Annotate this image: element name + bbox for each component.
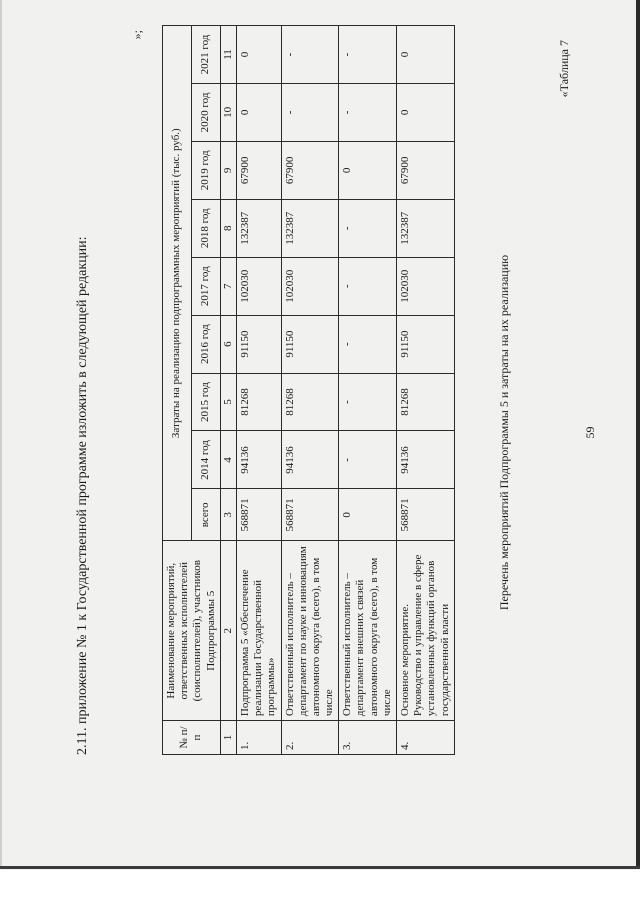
row-value: 132387 <box>281 199 339 257</box>
table-row <box>281 26 339 755</box>
row-value: - <box>339 257 397 315</box>
index-cell: 4 <box>220 431 236 489</box>
row-value: 132387 <box>236 199 281 257</box>
row-value: 102030 <box>281 257 339 315</box>
index-cell: 5 <box>220 373 236 431</box>
row-value: 94136 <box>281 431 339 489</box>
header-year: 2019 год <box>191 141 220 199</box>
row-value: - <box>339 431 397 489</box>
scan-bottom-edge <box>0 866 640 869</box>
row-value: 67900 <box>236 141 281 199</box>
row-name: Ответственный исполнитель – департамент внешних связей автономного округа (всего), в том числе <box>339 541 397 721</box>
row-number: 1. <box>236 721 281 755</box>
index-cell: 7 <box>220 257 236 315</box>
index-cell: 3 <box>220 489 236 541</box>
amendment-text: 2.11. приложение № 1 к Государственной программе изложить в следующей редакции: <box>75 236 90 755</box>
row-value: 0 <box>397 83 455 141</box>
row-number: 3. <box>339 721 397 755</box>
index-cell: 1 <box>220 721 236 755</box>
index-cell: 6 <box>220 315 236 373</box>
row-value: 91150 <box>397 315 455 373</box>
index-cell: 2 <box>220 541 236 721</box>
header-year: 2016 год <box>191 315 220 373</box>
column-index-row <box>220 26 236 755</box>
row-value: 81268 <box>236 373 281 431</box>
row-value: 94136 <box>236 431 281 489</box>
row-value: 0 <box>339 141 397 199</box>
scan-right-edge <box>636 0 640 866</box>
index-cell: 11 <box>220 26 236 84</box>
table-row <box>236 26 281 755</box>
rotated-document-page <box>35 0 635 865</box>
row-value: 132387 <box>397 199 455 257</box>
table-row <box>339 26 397 755</box>
row-value: - <box>281 26 339 84</box>
row-value: 102030 <box>236 257 281 315</box>
row-value: - <box>339 199 397 257</box>
header-row-1 <box>163 26 192 755</box>
header-year: 2018 год <box>191 199 220 257</box>
header-year: 2017 год <box>191 257 220 315</box>
header-year: 2021 год <box>191 26 220 84</box>
row-number: 4. <box>397 721 455 755</box>
row-value: - <box>339 83 397 141</box>
row-value: 94136 <box>397 431 455 489</box>
header-total: всего <box>191 489 220 541</box>
table-caption: «Таблица 7 <box>557 40 571 98</box>
measures-table <box>162 25 455 755</box>
table-row <box>397 26 455 755</box>
row-value: 0 <box>339 489 397 541</box>
row-value: 568871 <box>236 489 281 541</box>
row-value: - <box>339 373 397 431</box>
row-value: 67900 <box>397 141 455 199</box>
row-name: Подпрограмма 5 «Обеспечение реализации Государственной программы» <box>236 541 281 721</box>
row-value: 0 <box>236 26 281 84</box>
row-value: 91150 <box>281 315 339 373</box>
header-year: 2014 год <box>191 431 220 489</box>
closing-quote-mark: »; <box>130 30 144 40</box>
index-cell: 9 <box>220 141 236 199</box>
page-number: 59 <box>583 426 597 439</box>
row-value: 0 <box>236 83 281 141</box>
row-value: 81268 <box>397 373 455 431</box>
index-cell: 8 <box>220 199 236 257</box>
row-value: 0 <box>397 26 455 84</box>
row-value: 568871 <box>397 489 455 541</box>
header-year: 2015 год <box>191 373 220 431</box>
header-name: Наименование мероприятий, ответственных исполнителей (соисполнителей), участников Подпрограммы 5 <box>163 541 221 721</box>
row-value: 568871 <box>281 489 339 541</box>
row-value: - <box>339 315 397 373</box>
row-value: 67900 <box>281 141 339 199</box>
row-number: 2. <box>281 721 339 755</box>
row-value: 102030 <box>397 257 455 315</box>
header-year: 2020 год <box>191 83 220 141</box>
row-value: - <box>281 83 339 141</box>
row-value: 91150 <box>236 315 281 373</box>
row-name: Ответственный исполнитель – департамент по науке и инновациям автономного округа (всего), в том числе <box>281 541 339 721</box>
table-title: Перечень мероприятий Подпрограммы 5 и затраты на их реализацию <box>497 254 511 611</box>
row-value: 81268 <box>281 373 339 431</box>
row-name: Основное мероприятие. Руководство и управление в сфере установленных функций органов государственной власти <box>397 541 455 721</box>
row-value: - <box>339 26 397 84</box>
header-num: № п/п <box>163 721 221 755</box>
header-costs: Затраты на реализацию подпрограммных мероприятий (тыс. руб.) <box>163 26 192 541</box>
scan-left-edge <box>0 0 2 866</box>
index-cell: 10 <box>220 83 236 141</box>
